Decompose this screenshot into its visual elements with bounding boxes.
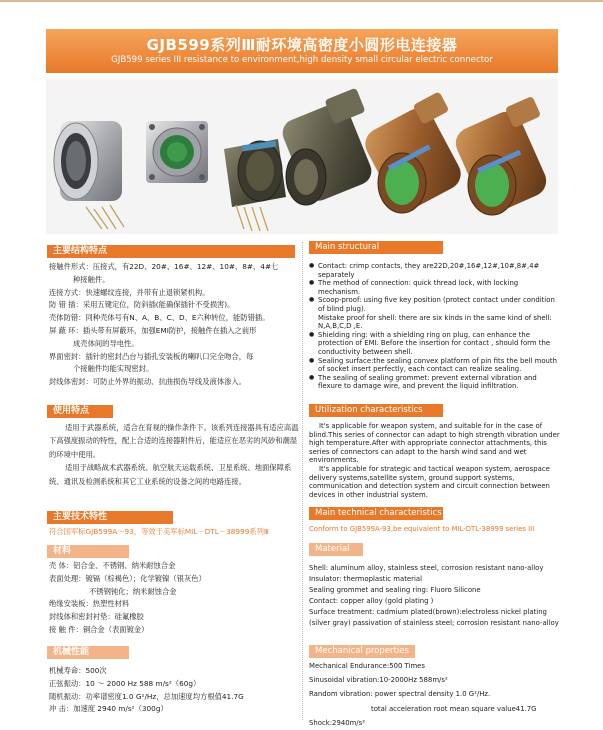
structure-line: 连接方式：快速螺纹连接，并带有止退锁紧机构。 [49, 287, 210, 297]
structure-bullet: ● The sealing of sealing grommet: prevent external vibration and flexure to damage wire, and prevent the liquid infiltration. [309, 374, 561, 391]
material-line: Surface treatment: cadmium plated(brown):electroless nickel plating (silver gray) passivation of stainless steel; corrosion resistant nano-alloy [309, 608, 559, 627]
structure-line: 壳体防错：同种壳体号有N、A、B、C、D、E六种转位，能防错插。 [49, 313, 270, 323]
structure-heading-cn: 主要结构特点 [47, 245, 295, 258]
tech-equiv-cn [49, 526, 299, 539]
mechanical-line: 机械寿命：500次 [49, 666, 107, 675]
usage-text-cn [49, 421, 301, 488]
structure-bullet: ● Scoop-proof: using five key position (protect contact under condition of blind plug). [309, 296, 561, 313]
product-photo [46, 79, 558, 234]
tech-heading-en: Main technical characteristics [309, 507, 443, 520]
structure-bullet: ● The method of connection: quick thread lock, with locking mechanism. [309, 279, 561, 296]
structure-line: 封线体密封：可防止外界的振动、抗曲损伤导线及液体渗入。 [49, 377, 247, 387]
bronze-plug-image [360, 91, 467, 215]
column-divider [302, 242, 303, 720]
title-banner [46, 29, 558, 73]
mechanical-line: 冲 击：加速度 2940 m/s²（300g） [49, 704, 168, 714]
standard-equivalence: Conform to GJB599A-93,be equivalent to MIL-DTL-38999 series III [309, 525, 535, 533]
mechanical-line: Shock:2940m/s² [309, 718, 365, 727]
material-line: 表面处理：镀镉（棕褐色）；化学镀镍（银灰色） [49, 573, 206, 583]
mechanical-line: 随机振动：功率谱密度1.0 G²/Hz，总加速度均方根值41.7G [49, 691, 244, 701]
structure-line: 界面密封：插针的密封凸台与插孔安装板的喇叭口完全吻合，每 [49, 351, 254, 361]
title-chinese: GJB599系列Ⅲ耐环境高密度小圆形电连接器 [146, 36, 458, 54]
usage-paragraph: 适用于战略战术武器系统、航空航天运载系统、卫星系统、地面保障系统、通讯及检测系统和其它工业系统的设备之间的电路连接。 [49, 463, 292, 486]
usage-paragraph: It's applicable for strategic and tactical weapon system, aerospace delivery systems,satellite system, ground support systems, communication and detection system and circuit connection between devices in other industrial system. [309, 464, 550, 499]
usage-heading-cn: 使用特点 [47, 405, 113, 418]
tech-heading-cn: 主要技术特性 [47, 511, 173, 524]
connector-illustration [46, 79, 558, 234]
material-line: 接 触 件：铜合金（表面镀金） [49, 624, 149, 634]
structure-heading-en: Main structural characteristics [309, 241, 443, 254]
material-list-en [309, 563, 561, 629]
bronze-receptacle-image [451, 96, 552, 217]
mechanical-line: Mechanical Endurance:500 Times [309, 662, 425, 670]
silver-receptacle-image [146, 121, 208, 183]
material-list-cn [49, 560, 299, 637]
structure-line: 屏 蔽 环：插头带有屏蔽环，加强EMI防护，接触件在插入之前形 [49, 325, 257, 335]
silver-plug-image [54, 121, 124, 229]
structure-line: 防 错 插：采用五键定位，防斜插(能确保插针不受损害)。 [49, 300, 235, 310]
top-rule [0, 0, 603, 2]
material-line: Contact: copper alloy (gold plating ) [309, 597, 434, 605]
structure-bullet: ● Contact: crimp contacts, they are22D,20#,16#,12#,10#,8#,4# separately [309, 262, 561, 279]
structure-subline: Mistake proof for shell: there are six kinds in the same kind of shell: N,A,B,C,D ,E. [318, 313, 552, 331]
usage-heading-en: Utilization characteristics [309, 404, 443, 417]
mechanical-line: Random vibration: power spectral density 1.0 G²/Hz. [309, 690, 491, 699]
material-heading-en: Material [309, 543, 363, 556]
usage-text-en [309, 422, 561, 499]
usage-paragraph: It's applicable for weapon system, and suitable for in the case of blind.This series of connector can adapt to high strength vibration under high temperature.After with appropriate connector attachments, this series of connectors can adapt to the harsh wind sand and wet environments. [309, 422, 560, 465]
structure-list-cn [49, 261, 299, 389]
title-english: GJB599 series III resistance to environment,high density small circular electric connector [111, 55, 493, 65]
mechanical-line: 正弦振动：10 ～ 2000 Hz 588 m/s²（60g） [49, 678, 201, 688]
material-line: Sealing grommet and sealing ring: Fluoro Silicone [309, 586, 481, 594]
usage-paragraph: 适用于武器系统，适合在育视的操作条件下。该系列连接器具有适应高温下高强度振动的特性，配上合适的连接器附件后，能适应在恶劣的风砂和潮湿的环境中使用。 [49, 423, 299, 459]
material-heading-cn: 材料 [47, 545, 129, 558]
standard-equivalence: 符合国军标GJB599A～93，等效于美军标MIL－DTL－38999系列Ⅲ [49, 527, 269, 536]
material-line: 壳 体：铝合金、不锈钢、纳米耐蚀合金 [49, 561, 176, 570]
material-line: 封线体和密封衬垫：硅氟橡胶 [49, 612, 144, 622]
mechanical-heading-en: Mechanical properties [309, 645, 415, 658]
mechanical-heading-cn: 机械性能 [47, 646, 129, 659]
mechanical-line: Sinusoidal vibration:10-2000Hz 588m/s² [309, 676, 448, 685]
olive-plug-image [278, 88, 375, 205]
mechanical-line: total acceleration root mean square value41.7G [371, 704, 537, 713]
structure-line: 成壳体间的导电性。 [73, 338, 139, 348]
structure-line: 接触件形式：压接式，有22D、20#、16#、12#、10#、8#、4#七 [49, 262, 279, 271]
tech-equiv-en [309, 525, 561, 534]
material-line: Insulator: thermoplastic material [309, 575, 423, 583]
material-line: 绝缘安装板：热塑性材料 [49, 599, 130, 609]
material-line: Shell: aluminum alloy, stainless steel, corrosion resistant nano-alloy [309, 564, 544, 572]
mechanical-list-en [309, 659, 561, 730]
material-line: 不锈钢钝化；纳米耐蚀合金 [89, 586, 177, 596]
structure-bullet: ● Shielding ring: with a shielding ring on plug, can enhance the protection of EMI. Before the insertion for contact , should form the conductivity between shell. [309, 331, 561, 357]
structure-list-en [309, 262, 561, 391]
olive-receptacle-image [224, 139, 286, 231]
structure-line: 个接触件均能实现密封。 [73, 364, 154, 374]
mechanical-list-cn [49, 665, 299, 716]
structure-line: 种接触件。 [73, 274, 110, 284]
structure-bullet: ● Sealing surface:the sealing convex platform of pin fits the bell mouth of socket insert perfectly, each contact can realize sealing. [309, 357, 561, 374]
